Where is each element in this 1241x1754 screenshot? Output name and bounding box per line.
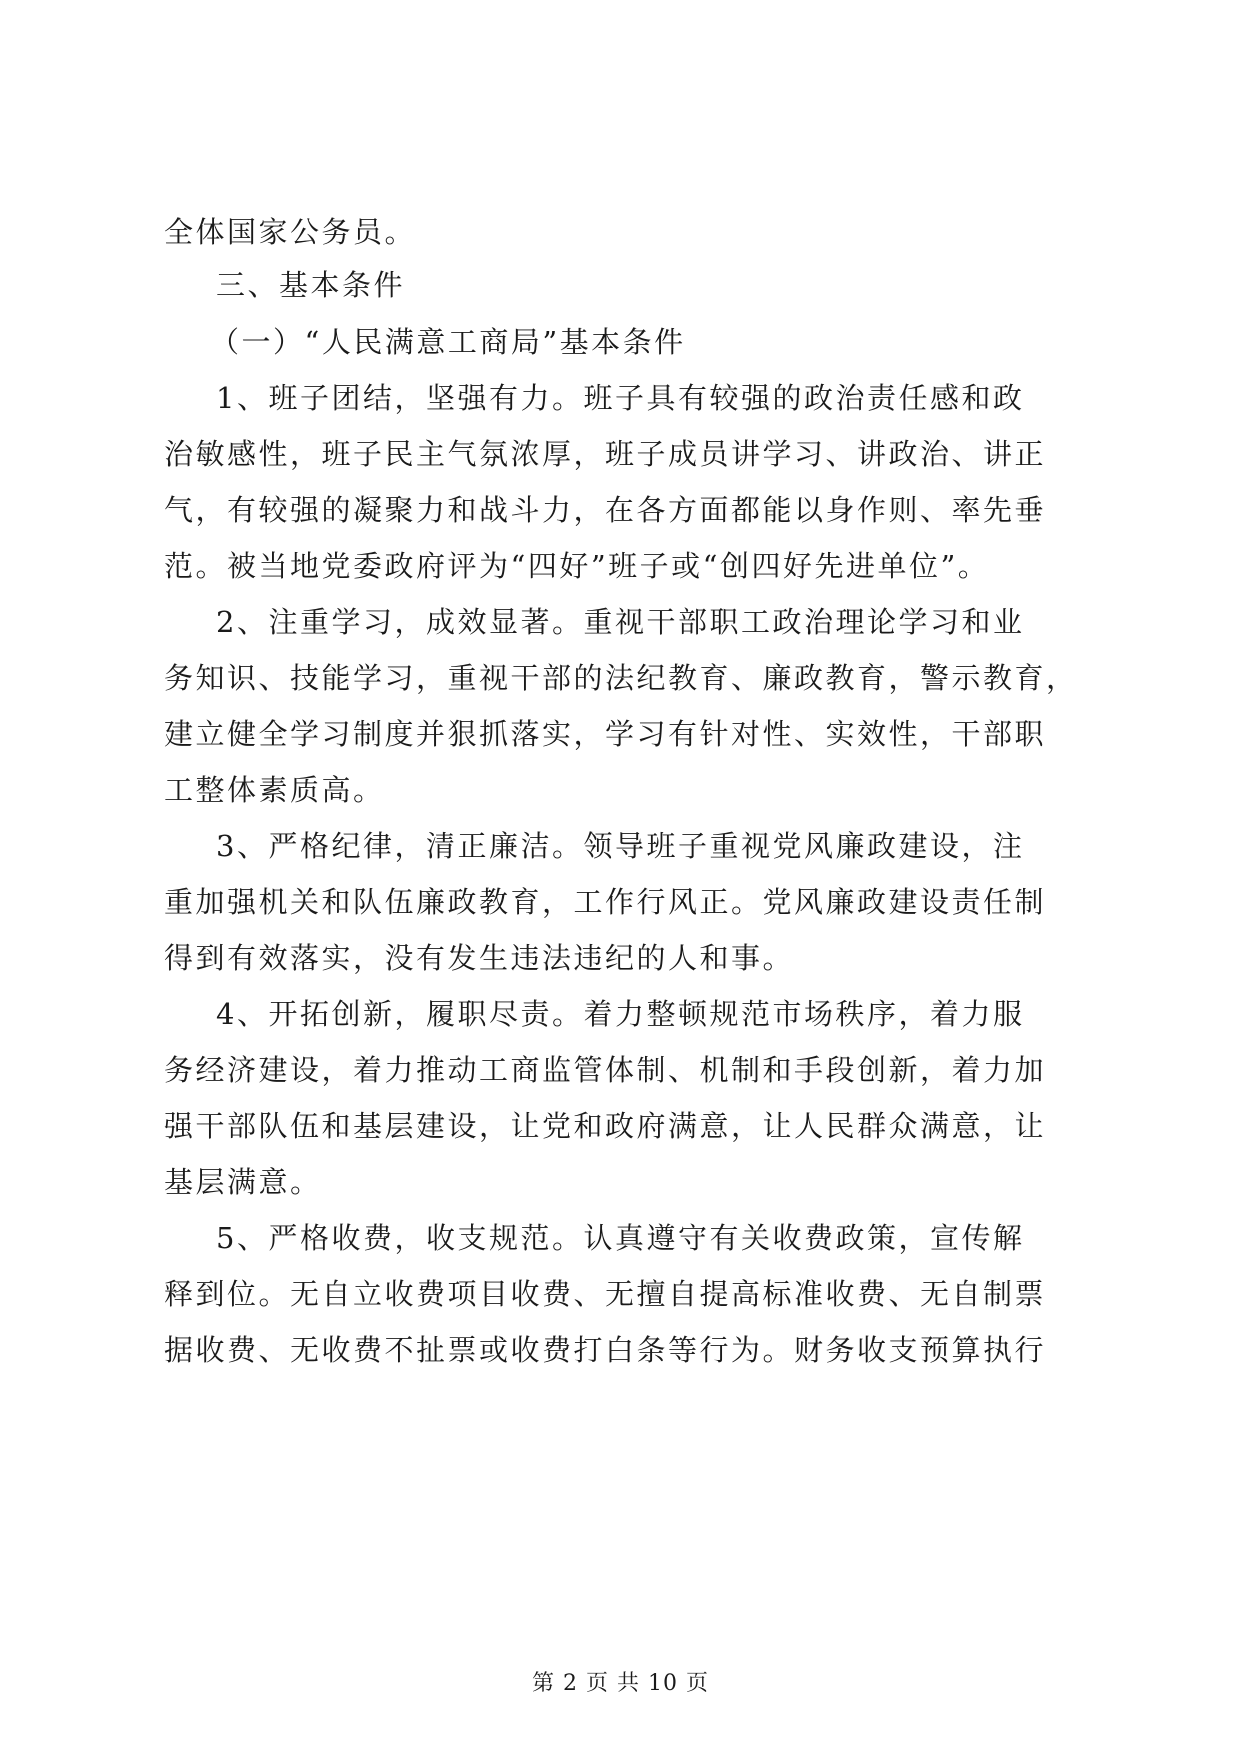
text-line: 基层满意。 (164, 1165, 322, 1199)
text-line: 强干部队伍和基层建设，让党和政府满意，让人民群众满意，让 (164, 1109, 1047, 1143)
text-line: 4、开拓创新，履职尽责。着力整顿规范市场秩序，着力服 (216, 997, 1025, 1031)
text-line: 工整体素质高。 (164, 773, 385, 807)
text-line: 务知识、技能学习，重视干部的法纪教育、廉政教育，警示教育， (164, 661, 1078, 695)
text-line: 治敏感性，班子民主气氛浓厚，班子成员讲学习、讲政治、讲正 (164, 437, 1047, 471)
text-line: 得到有效落实，没有发生违法违纪的人和事。 (164, 941, 795, 975)
subsection-heading: （一）“人民满意工商局”基本条件 (210, 325, 686, 359)
text-line: 1、班子团结，坚强有力。班子具有较强的政治责任感和政 (216, 381, 1025, 415)
text-line: 建立健全学习制度并狠抓落实，学习有针对性、实效性，干部职 (164, 717, 1047, 751)
text-line: 5、严格收费，收支规范。认真遵守有关收费政策，宣传解 (216, 1221, 1025, 1255)
text-line: 范。被当地党委政府评为“四好”班子或“创四好先进单位”。 (164, 549, 990, 583)
text-line: 全体国家公务员。 (164, 215, 417, 249)
text-line: 3、严格纪律，清正廉洁。领导班子重视党风廉政建设，注 (216, 829, 1025, 863)
section-heading: 三、基本条件 (216, 268, 406, 302)
text-line: 气，有较强的凝聚力和战斗力，在各方面都能以身作则、率先垂 (164, 493, 1047, 527)
text-line: 据收费、无收费不扯票或收费打白条等行为。财务收支预算执行 (164, 1333, 1047, 1367)
text-line: 释到位。无自立收费项目收费、无擅自提高标准收费、无自制票 (164, 1277, 1047, 1311)
text-line: 务经济建设，着力推动工商监管体制、机制和手段创新，着力加 (164, 1053, 1047, 1087)
page-number-footer: 第 2 页 共 10 页 (532, 1671, 709, 1696)
text-line: 重加强机关和队伍廉政教育，工作行风正。党风廉政建设责任制 (164, 885, 1047, 919)
text-line: 2、注重学习，成效显著。重视干部职工政治理论学习和业 (216, 605, 1025, 639)
